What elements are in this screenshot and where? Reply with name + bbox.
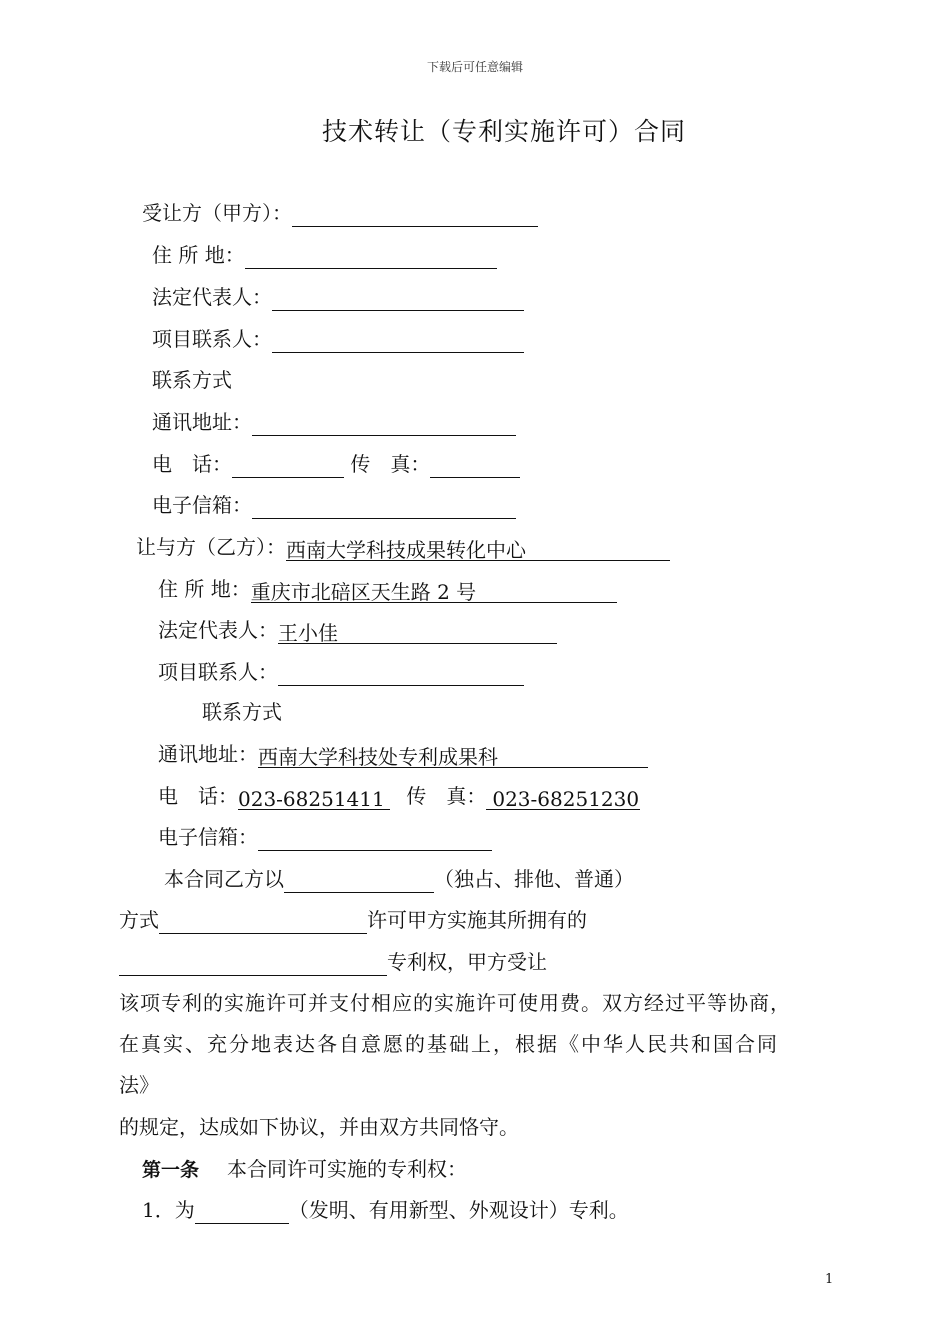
party-b-phone-label: 电 话： bbox=[158, 784, 238, 808]
party-b-name-field[interactable] bbox=[286, 536, 670, 561]
party-a-email-label: 电子信箱： bbox=[152, 493, 252, 517]
party-b-email-field[interactable] bbox=[258, 828, 492, 851]
party-b-phone-field[interactable] bbox=[238, 785, 390, 810]
document-title: 技术转让（专利实施许可）合同 bbox=[322, 117, 687, 146]
party-b-address: 重庆市北碚区天生路 2 号 bbox=[250, 580, 477, 604]
party-a-fax-field[interactable] bbox=[430, 455, 520, 478]
paragraph-text: （独占、排他、普通） bbox=[434, 867, 634, 891]
party-b-mail-label: 通讯地址： bbox=[158, 742, 258, 766]
article-1-heading bbox=[142, 1155, 467, 1184]
patent-name-field[interactable] bbox=[119, 953, 387, 976]
article-1-item-1 bbox=[142, 1196, 629, 1224]
paragraph-text: 许可甲方实施其所拥有的 bbox=[367, 908, 587, 932]
party-a-mail-row bbox=[152, 408, 516, 436]
paragraph-line: 的规定，达成如下协议，并由双方共同恪守。 bbox=[119, 1115, 519, 1139]
party-b-mail-address: 西南大学科技处专利成果科 bbox=[258, 745, 498, 769]
party-b-name: 西南大学科技成果转化中心 bbox=[286, 538, 526, 562]
paragraph-text: 专利权，甲方受让 bbox=[387, 950, 547, 974]
paragraph-text: 本合同乙方以 bbox=[164, 867, 284, 891]
party-b-address-label: 住 所 地： bbox=[158, 577, 251, 601]
party-b-contact-person-field[interactable] bbox=[278, 663, 524, 686]
party-a-mail-field[interactable] bbox=[252, 413, 516, 436]
party-a-row bbox=[142, 199, 538, 227]
party-a-fax-label: 传 真： bbox=[350, 452, 431, 476]
party-b-fax: 023-68251230 bbox=[492, 787, 640, 811]
party-b-phone-row bbox=[158, 782, 640, 810]
party-a-phone-label: 电 话： bbox=[152, 452, 232, 476]
party-b-address-row bbox=[158, 575, 617, 603]
party-a-phone-row bbox=[152, 450, 520, 478]
party-a-contact-person-field[interactable] bbox=[272, 330, 524, 353]
party-b-legal-rep: 王小佳 bbox=[278, 621, 338, 645]
party-a-address-field[interactable] bbox=[245, 246, 497, 269]
party-a-legal-rep-label: 法定代表人： bbox=[152, 285, 272, 309]
party-b-mail-row bbox=[158, 740, 648, 768]
party-b-contact-person-label: 项目联系人： bbox=[158, 660, 278, 684]
party-b-phone: 023-68251411 bbox=[238, 787, 385, 811]
party-a-legal-rep-row bbox=[152, 283, 524, 311]
license-type-field[interactable] bbox=[284, 870, 434, 893]
item-text: （发明、有用新型、外观设计）专利。 bbox=[288, 1198, 629, 1222]
party-a-legal-rep-field[interactable] bbox=[272, 288, 524, 311]
party-b-email-row bbox=[158, 823, 492, 851]
party-a-email-field[interactable] bbox=[252, 496, 516, 519]
party-a-mail-label: 通讯地址： bbox=[152, 410, 252, 434]
party-b-label: 让与方（乙方）： bbox=[136, 535, 286, 559]
party-a-address-label: 住 所 地： bbox=[152, 243, 245, 267]
party-b-fax-field[interactable] bbox=[486, 785, 640, 810]
paragraph-line: 在真实、充分地表达各自意愿的基础上，根据《中华人民共和国合同 bbox=[119, 1032, 779, 1056]
party-b-mail-field[interactable] bbox=[258, 743, 648, 768]
page-header: 下载后可任意编辑 bbox=[426, 60, 523, 74]
paragraph-license-type bbox=[164, 865, 634, 893]
page-number: 1 bbox=[825, 1272, 834, 1287]
item-text: 1．为 bbox=[142, 1198, 195, 1222]
article-1-label: 第一条 bbox=[142, 1159, 200, 1181]
party-a-address-row bbox=[152, 241, 497, 269]
article-1-text: 本合同许可实施的专利权： bbox=[227, 1157, 468, 1181]
paragraph-line: 该项专利的实施许可并支付相应的实施许可使用费。双方经过平等协商， bbox=[119, 991, 791, 1015]
party-b-row bbox=[136, 533, 670, 561]
party-b-fax-label: 传 真： bbox=[406, 784, 487, 808]
party-b-legal-rep-label: 法定代表人： bbox=[158, 618, 278, 642]
party-b-legal-rep-field[interactable] bbox=[278, 619, 557, 644]
paragraph-license-mode bbox=[119, 906, 587, 934]
paragraph-line: 法》 bbox=[119, 1073, 159, 1097]
paragraph-patent bbox=[119, 948, 547, 976]
party-b-contact-person-row bbox=[158, 658, 524, 686]
license-mode-field[interactable] bbox=[159, 911, 367, 934]
party-b-address-field[interactable] bbox=[251, 578, 617, 603]
party-a-name-field[interactable] bbox=[292, 204, 538, 227]
party-a-contact-method: 联系方式 bbox=[152, 368, 232, 392]
party-a-contact-person-row bbox=[152, 325, 524, 353]
party-b-email-label: 电子信箱： bbox=[158, 825, 258, 849]
party-a-email-row bbox=[152, 491, 516, 519]
paragraph-text: 方式 bbox=[119, 908, 159, 932]
party-a-contact-person-label: 项目联系人： bbox=[152, 327, 272, 351]
party-a-phone-field[interactable] bbox=[232, 455, 344, 478]
party-b-contact-method: 联系方式 bbox=[202, 700, 282, 724]
party-a-label: 受让方（甲方）： bbox=[142, 201, 292, 225]
party-b-legal-rep-row bbox=[158, 616, 557, 644]
patent-type-field[interactable] bbox=[195, 1201, 289, 1224]
